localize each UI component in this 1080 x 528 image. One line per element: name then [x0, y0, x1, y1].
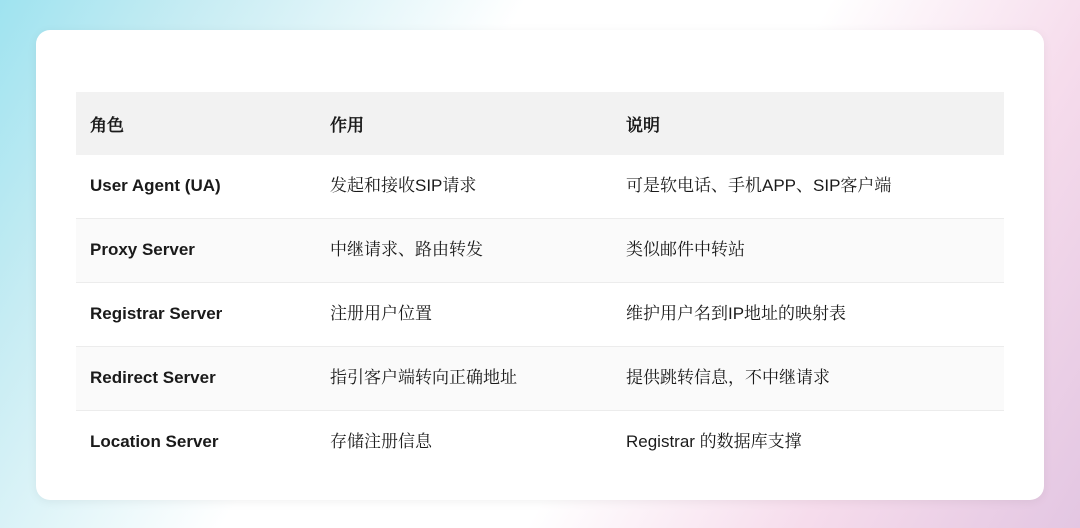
- cell-role: Proxy Server: [76, 218, 316, 282]
- cell-description: 维护用户名到IP地址的映射表: [612, 282, 1004, 346]
- cell-function: 发起和接收SIP请求: [316, 155, 612, 218]
- table-row: [76, 346, 1004, 410]
- cell-role: Location Server: [76, 410, 316, 473]
- table-row: [76, 282, 1004, 346]
- table-body: [76, 155, 1004, 474]
- table-row: [76, 218, 1004, 282]
- table-row: [76, 155, 1004, 218]
- cell-role: Redirect Server: [76, 346, 316, 410]
- table-header: [76, 92, 1004, 155]
- cell-role: User Agent (UA): [76, 155, 316, 218]
- cell-function: 存储注册信息: [316, 410, 612, 473]
- table-header-row: [76, 92, 1004, 155]
- cell-function: 中继请求、路由转发: [316, 218, 612, 282]
- cell-description: 可是软电话、手机APP、SIP客户端: [612, 155, 1004, 218]
- cell-function: 注册用户位置: [316, 282, 612, 346]
- cell-description: Registrar 的数据库支撑: [612, 410, 1004, 473]
- content-card: [36, 30, 1044, 500]
- cell-description: 提供跳转信息，不中继请求: [612, 346, 1004, 410]
- cell-role: Registrar Server: [76, 282, 316, 346]
- cell-function: 指引客户端转向正确地址: [316, 346, 612, 410]
- column-header-role: 角色: [76, 92, 316, 155]
- table-container: [76, 92, 1004, 474]
- cell-description: 类似邮件中转站: [612, 218, 1004, 282]
- column-header-function: 作用: [316, 92, 612, 155]
- column-header-description: 说明: [612, 92, 1004, 155]
- table-row: [76, 410, 1004, 473]
- sip-roles-table: [76, 92, 1004, 474]
